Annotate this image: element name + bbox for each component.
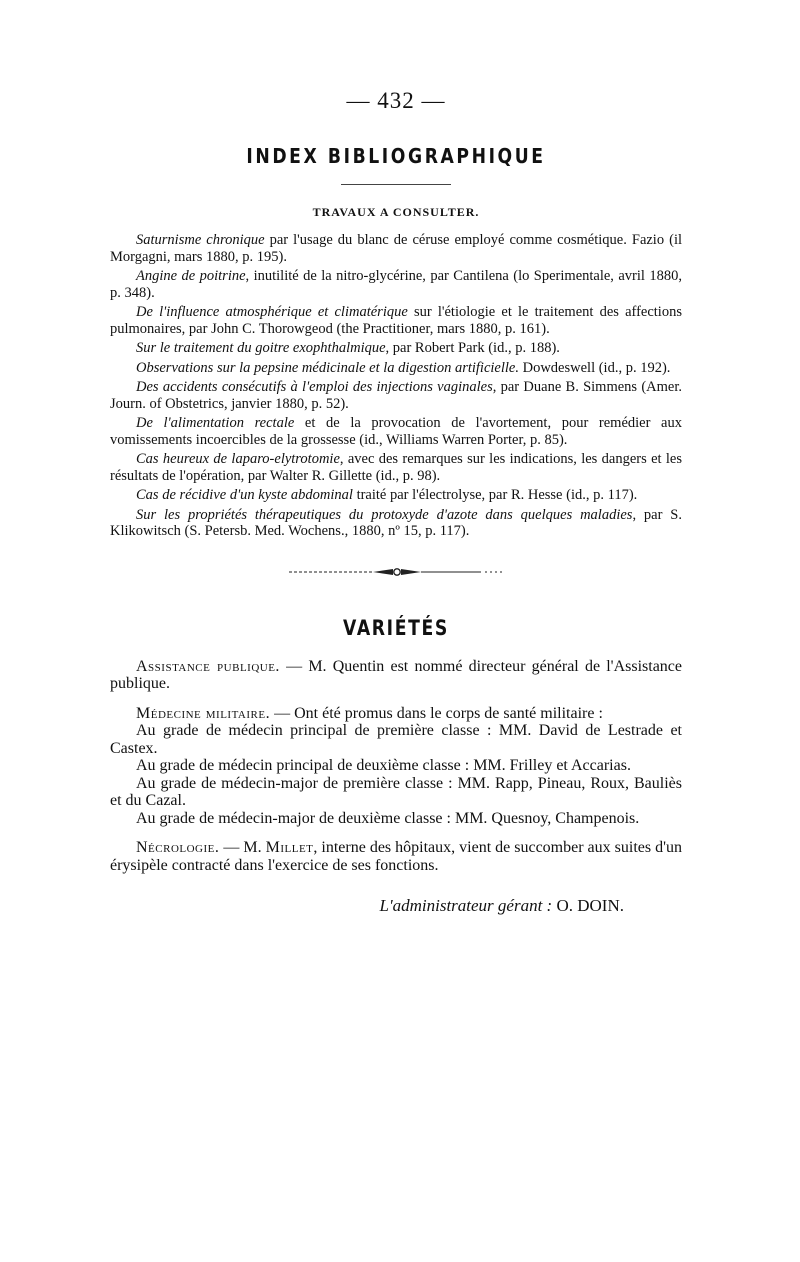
promotion-item: Au grade de médecin principal de deuxième classe : MM. Frilley et Accarias. [136, 757, 631, 774]
news-text: — Ont été promus dans le corps de santé militaire : [270, 704, 603, 722]
bibliography-entry [110, 507, 682, 540]
entry-title: De l'influence atmosphérique et climatérique [136, 304, 408, 320]
entry-title: Sur le traitement du goitre exophthalmique [136, 340, 386, 356]
page-number: — 432 — [346, 88, 446, 113]
signature-name: O. DOIN. [552, 896, 624, 915]
entry-text: sur l'étiologie et le traitement des affections pulmonaires, par John C. Thorowgeod (the Practitioner, mars 1880, p. 161). [110, 304, 682, 337]
entry-text: traité par l'électrolyse, par R. Hesse (id., p. 117). [352, 487, 638, 503]
entry-title: Sur les propriétés thérapeutiques du protoxyde d'azote dans quelques maladies [136, 506, 633, 523]
entry-title: Saturnisme chronique [136, 232, 265, 248]
bibliography-entry [110, 451, 682, 484]
bibliography-entry [110, 360, 682, 377]
promotion-item: Au grade de médecin-major de première classe : MM. Rapp, Pineau, Roux, Bauliès et du Cazal. [110, 774, 682, 809]
entry-title: Angine de poitrine [136, 268, 246, 284]
promotion-item: Au grade de médecin principal de première classe : MM. David de Lestrade et Castex. [110, 722, 682, 757]
signature [110, 896, 624, 916]
page-title: INDEX BIBLIOGRAPHIQUE [246, 144, 546, 168]
entry-text: et de la provocation de l'avortement, pour remédier aux vomissements incoercibles de la grossesse (id., Williams Warren Porter, p. 85). [110, 415, 682, 448]
bibliography-list [110, 232, 682, 540]
signature-role: L'administrateur gérant : [379, 896, 553, 915]
bibliography-entry [110, 340, 682, 357]
bibliography-entry [110, 304, 682, 337]
section-title: VARIÉTÉS [343, 615, 449, 640]
bibliography-entry [110, 232, 682, 265]
news-text: — M. Quentin est nommé directeur général de l'Assistance publique. [110, 657, 682, 692]
news-label: Médecine militaire. [136, 704, 271, 722]
news-item-necrologie [110, 839, 682, 874]
bibliography-entry [110, 268, 682, 301]
entry-title: De l'alimentation rectale [136, 415, 295, 431]
bibliography-entry [110, 379, 682, 412]
news-text: , interne des hôpitaux, vient de succomber aux suites d'un érysipèle contracté dans l'exercice de ses fonctions. [110, 839, 682, 874]
entry-text: , par Robert Park (id., p. 188). [385, 340, 560, 356]
entry-text: , par Duane B. Simmens (Amer. Journ. of Obstetrics, janvier 1880, p. 52). [110, 379, 682, 412]
news-label: Nécrologie. [136, 839, 220, 856]
page [110, 88, 682, 916]
entry-text: , inutilité de la nitro-glycérine, par Cantilena (lo Sperimentale, avril 1880, p. 348). [110, 268, 682, 301]
title-divider [341, 184, 451, 185]
entry-text: par l'usage du blanc de céruse employé comme cosmétique. Fazio (il Morgagni, mars 1880, p. 195). [110, 232, 683, 265]
entry-title: Cas heureux de laparo-elytrotomie [136, 451, 340, 467]
news-item-assistance [110, 658, 682, 693]
promotion-item: Au grade de médecin-major de deuxième classe : MM. Quesnoy, Champenois. [136, 809, 640, 827]
entry-title: Observations sur la pepsine médicinale et la digestion artificielle. [136, 359, 519, 376]
entry-text: Dowdeswell (id., p. 192). [518, 359, 671, 376]
ornament-divider [281, 566, 511, 578]
news-dash: — M. [219, 839, 266, 856]
entry-title: Des accidents consécutifs à l'emploi des injections vaginales [136, 379, 493, 395]
entry-title: Cas de récidive d'un kyste abdominal [136, 487, 353, 503]
news-label: Assistance publique. [136, 657, 280, 675]
entry-text: , par S. Klikowitsch (S. Petersb. Med. Wochens., 1880, nº 15, p. 117). [110, 506, 682, 539]
section-subtitle: TRAVAUX A CONSULTER. [312, 205, 480, 219]
deceased-name: Millet [265, 839, 314, 856]
news-item-medecine [110, 705, 682, 723]
entry-text: , avec des remarques sur les indications, les dangers et les résultats de l'opération, par Walter R. Gillette (id., p. 98). [110, 451, 682, 484]
bibliography-entry [110, 415, 682, 448]
bibliography-entry [110, 487, 682, 504]
